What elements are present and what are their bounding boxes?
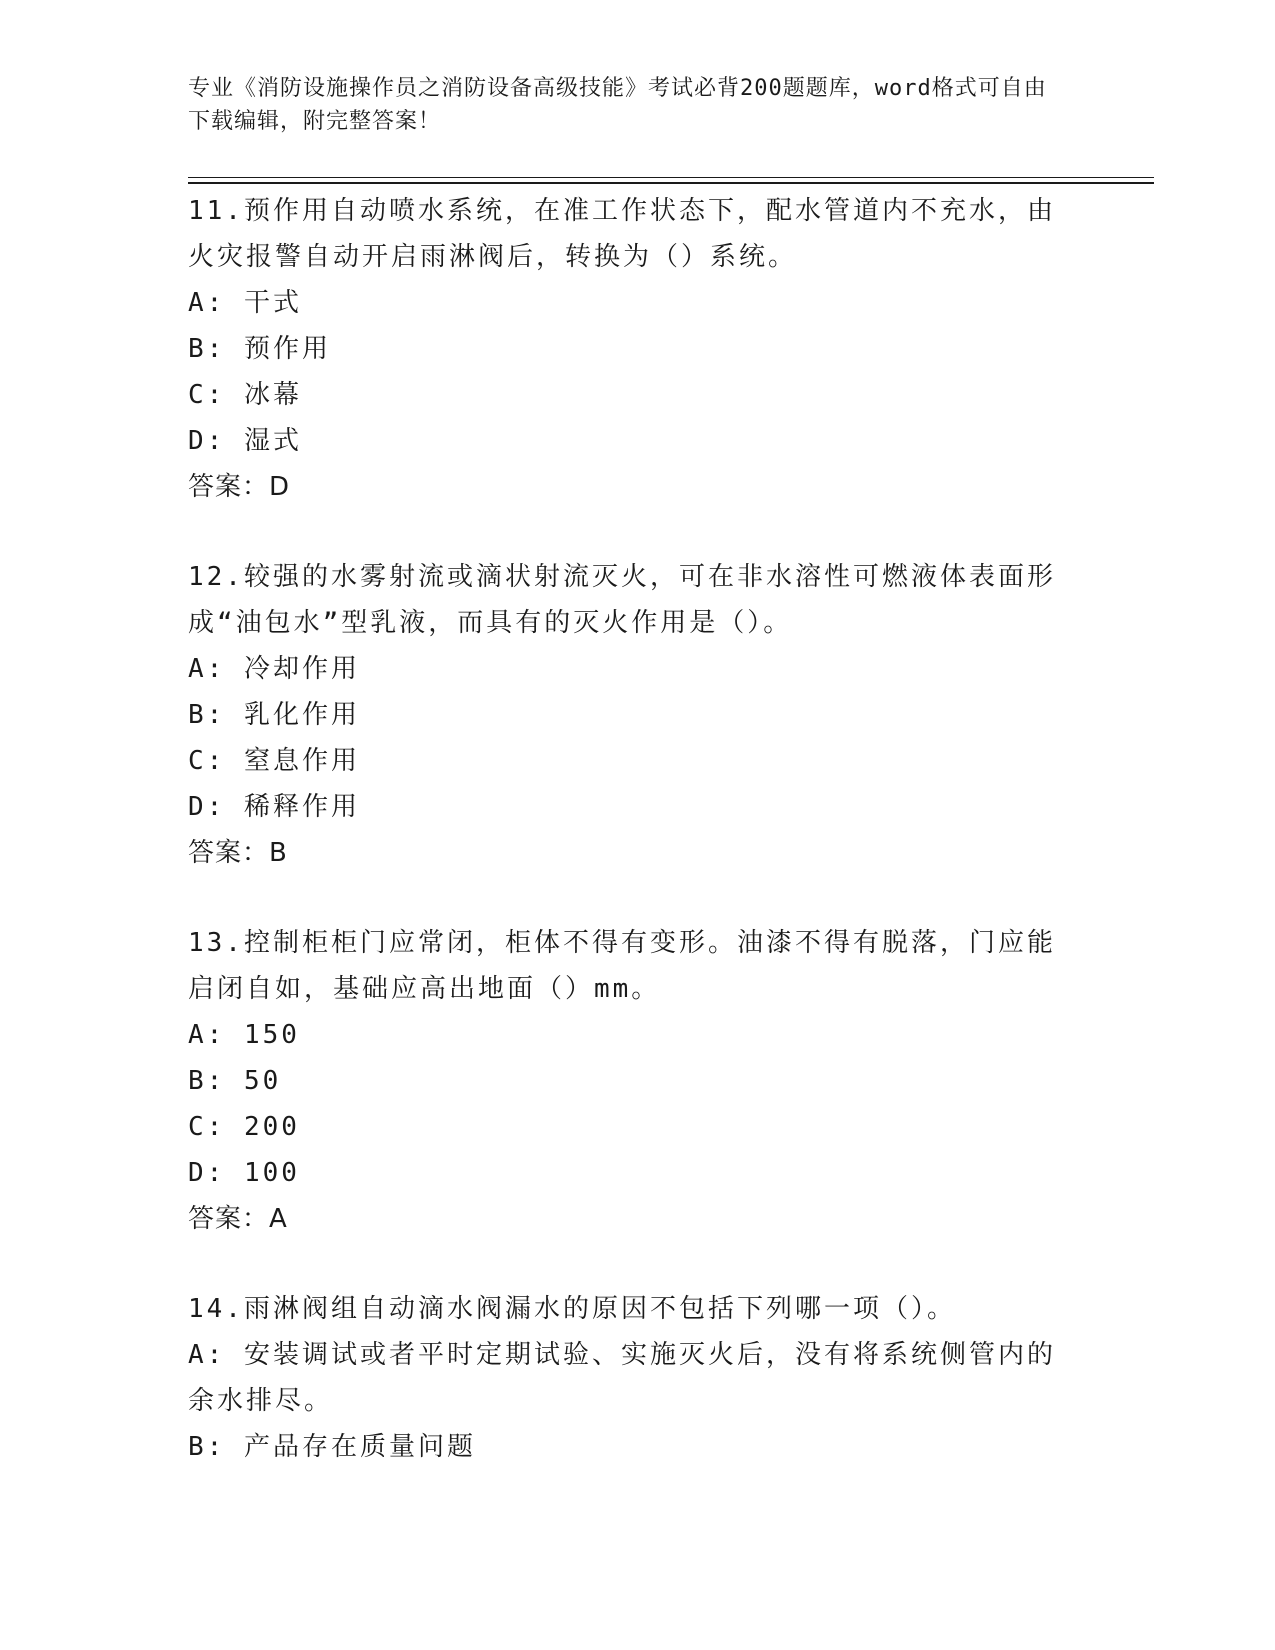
question-14	[188, 1286, 1078, 1470]
option-key: C:	[188, 380, 226, 410]
option-key: B:	[188, 334, 226, 364]
option-text: 冷却作用	[243, 654, 360, 684]
option-text: 100	[243, 1158, 300, 1188]
option-text: 50	[243, 1066, 282, 1096]
option-text: 预作用	[243, 334, 331, 364]
option-key: C:	[188, 1112, 226, 1142]
question-text: 12.较强的水雾射流或滴状射流灭火，可在非水溶性可燃液体表面形成“油包水”型乳液，而具有的灭火作用是（）。	[188, 562, 1056, 638]
option-text: 产品存在质量问题	[243, 1432, 476, 1462]
option-b	[188, 326, 1078, 372]
question-13	[188, 920, 1078, 1242]
option-key: C:	[188, 746, 226, 776]
option-c	[188, 372, 1078, 418]
option-d	[188, 418, 1078, 464]
option-d	[188, 784, 1078, 830]
option-text: 干式	[243, 288, 302, 318]
question-list	[188, 188, 1078, 1514]
answer-line: 答案：B	[188, 838, 288, 868]
option-text: 200	[243, 1112, 300, 1142]
option-text: 150	[243, 1020, 300, 1050]
header-divider-thin	[188, 177, 1154, 178]
question-text: 11.预作用自动喷水系统，在准工作状态下，配水管道内不充水，由火灾报警自动开启雨淋阀后，转换为（）系统。	[188, 196, 1056, 272]
answer-line: 答案：A	[188, 1204, 288, 1234]
option-key: B:	[188, 1066, 226, 1096]
header-divider-thick	[188, 182, 1154, 184]
option-key: B:	[188, 700, 226, 730]
question-12	[188, 554, 1078, 876]
option-text: 乳化作用	[243, 700, 360, 730]
option-d	[188, 1150, 1078, 1196]
question-text: 14.雨淋阀组自动滴水阀漏水的原因不包括下列哪一项（）。	[188, 1294, 956, 1324]
option-text: 湿式	[243, 426, 302, 456]
option-text: 窒息作用	[243, 746, 360, 776]
option-key: D:	[188, 792, 226, 822]
option-key: A:	[188, 288, 226, 318]
option-b	[188, 1424, 1078, 1470]
question-11	[188, 188, 1078, 510]
option-a	[188, 280, 1078, 326]
option-key: D:	[188, 426, 226, 456]
option-c	[188, 1104, 1078, 1150]
option-c	[188, 738, 1078, 784]
option-a	[188, 1332, 1078, 1424]
option-key: A:	[188, 1340, 226, 1370]
option-a	[188, 1012, 1078, 1058]
question-text: 13.控制柜柜门应常闭，柜体不得有变形。油漆不得有脱落，门应能启闭自如，基础应高出地面（）mm。	[188, 928, 1056, 1004]
option-text: 安装调试或者平时定期试验、实施灭火后，没有将系统侧管内的余水排尽。	[188, 1340, 1056, 1416]
option-b	[188, 692, 1078, 738]
option-key: A:	[188, 654, 226, 684]
document-header: 专业《消防设施操作员之消防设备高级技能》考试必背200题题库，word格式可自由下载编辑，附完整答案！	[188, 76, 1047, 134]
option-a	[188, 646, 1078, 692]
option-text: 冰幕	[243, 380, 302, 410]
option-b	[188, 1058, 1078, 1104]
option-text: 稀释作用	[243, 792, 360, 822]
option-key: D:	[188, 1158, 226, 1188]
answer-line: 答案：D	[188, 472, 291, 502]
option-key: B:	[188, 1432, 226, 1462]
option-key: A:	[188, 1020, 226, 1050]
